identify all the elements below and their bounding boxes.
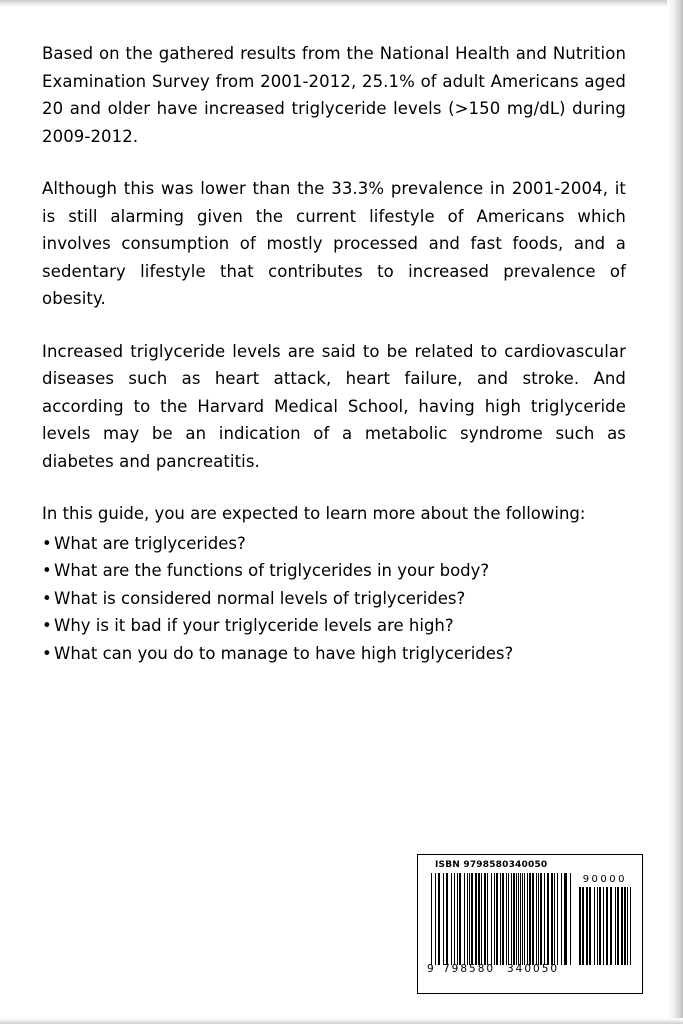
guide-intro-line: In this guide, you are expected to learn more about the following: xyxy=(42,504,586,523)
isbn-label: ISBN 9798580340050 xyxy=(435,860,548,870)
barcode-bars-row xyxy=(425,873,635,965)
list-item xyxy=(42,640,626,668)
list-item xyxy=(42,612,626,640)
list-item-label: What is considered normal levels of triglycerides? xyxy=(54,588,466,608)
list-item-label: What can you do to manage to have high triglycerides? xyxy=(54,643,514,663)
list-item-label: What are triglycerides? xyxy=(54,533,246,553)
barcode-number-group-2: 340050 xyxy=(507,963,560,975)
barcode-addon-digits: 90000 xyxy=(582,874,627,885)
list-item-label: What are the functions of triglycerides in your body? xyxy=(54,561,490,580)
paragraph-3: Increased triglyceride levels are said to be related to cardiovascular diseases such as heart attack, heart failure, and stroke. And according to the Harvard Medical School, having high triglyceride levels may be an indication of a metabolic syndrome such as diabetes and pancreatitis. xyxy=(42,341,626,471)
list-item-label: Why is it bad if your triglyceride levels are high? xyxy=(54,616,454,635)
back-cover-text-block xyxy=(42,40,626,667)
bullet-marker-icon: • xyxy=(42,643,52,663)
paragraph-1: Based on the gathered results from the National Health and Nutrition Examination Survey from 2001-2012, 25.1% of adult Americans aged 20 and older have increased triglyceride levels (>150 mg/dL) during 2009-2012. xyxy=(42,44,626,146)
bullet-marker-icon: • xyxy=(42,533,52,553)
list-item xyxy=(42,530,626,558)
bullet-marker-icon: • xyxy=(42,616,52,635)
page-right-edge-shadow xyxy=(667,0,683,1024)
paragraph-2: Although this was lower than the 33.3% prevalence in 2001-2004, it is still alarming given the current lifestyle of Americans which involves consumption of mostly processed and fast foods, and a sedentary lifestyle that contributes to increased prevalence of obesity. xyxy=(42,179,626,308)
page-bottom-edge-shadow xyxy=(0,1018,683,1024)
barcode-addon-bars xyxy=(579,887,631,965)
list-item xyxy=(42,557,626,585)
guide-topics-list xyxy=(42,530,626,668)
page-top-edge-shadow xyxy=(0,0,683,7)
barcode-number-row xyxy=(425,963,635,976)
list-item xyxy=(42,585,626,613)
bullet-marker-icon: • xyxy=(42,561,52,580)
barcode-ean13-bars xyxy=(431,873,571,965)
barcode-number-group-1: 798580 xyxy=(443,963,496,975)
barcode-number-left: 9 xyxy=(427,963,434,975)
isbn-barcode-block xyxy=(417,854,643,994)
bullet-marker-icon: • xyxy=(42,588,52,608)
